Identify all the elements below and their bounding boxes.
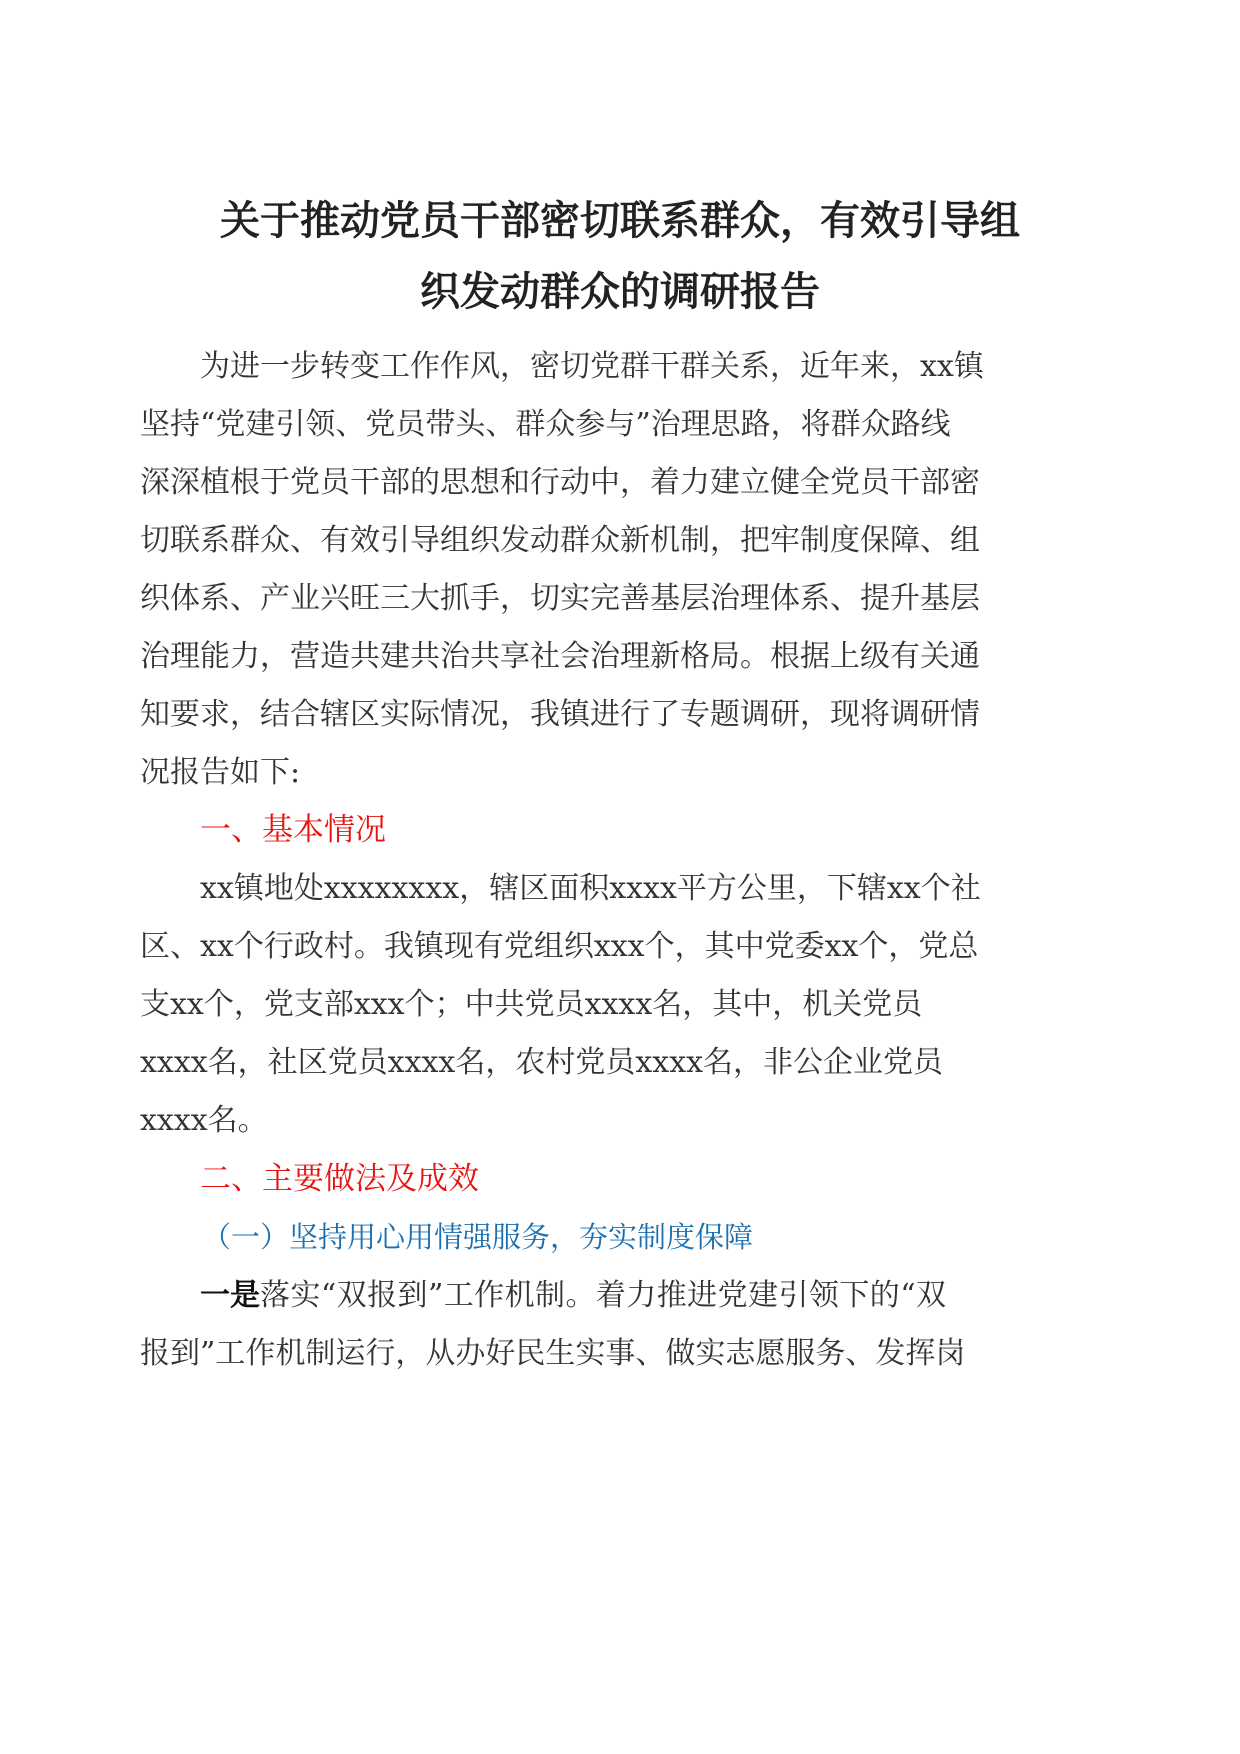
intro-line-7: 知要求，结合辖区实际情况，我镇进行了专题调研，现将调研情: [140, 697, 980, 732]
section-heading-basic: 一、基本情况: [200, 812, 386, 848]
section1-line-3: 支xx个，党支部xxx个；中共党员xxxx名，其中，机关党员: [140, 987, 923, 1022]
intro-line-4: 切联系群众、有效引导组织发动群众新机制，把牢制度保障、组: [140, 523, 980, 558]
paragraph-lead: 一是: [200, 1278, 260, 1313]
intro-line-5: 织体系、产业兴旺三大抓手，切实完善基层治理体系、提升基层: [140, 581, 980, 616]
intro-line-2: 坚持“党建引领、党员带头、群众参与”治理思路，将群众路线: [140, 407, 951, 442]
intro-line-8: 况报告如下:: [140, 755, 301, 790]
intro-line-3: 深深植根于党员干部的思想和行动中，着力建立健全党员干部密: [140, 465, 980, 500]
intro-line-1: 为进一步转变工作作风，密切党群干群关系，近年来，xx镇: [200, 349, 984, 384]
paragraph-line-2: 报到”工作机制运行，从办好民生实事、做实志愿服务、发挥岗: [140, 1336, 966, 1371]
title-line-2: 织发动群众的调研报告: [420, 269, 820, 315]
subsection-heading-1: （一）坚持用心用情强服务，夯实制度保障: [202, 1220, 754, 1254]
intro-line-6: 治理能力，营造共建共治共享社会治理新格局。根据上级有关通: [140, 639, 980, 674]
document-title: [150, 186, 1090, 328]
title-line-1: 关于推动党员干部密切联系群众，有效引导组: [220, 198, 1020, 244]
section1-line-2: 区、xx个行政村。我镇现有党组织xxx个，其中党委xx个，党总: [140, 929, 979, 964]
paragraph-line-1-text: 落实“双报到”工作机制。着力推进党建引领下的“双: [260, 1278, 946, 1313]
section-heading-practices: 二、主要做法及成效: [200, 1161, 479, 1197]
section1-line-4: xxxx名，社区党员xxxx名，农村党员xxxx名，非公企业党员: [140, 1045, 944, 1080]
section1-line-1: xx镇地处xxxxxxxx，辖区面积xxxx平方公里，下辖xx个社: [200, 871, 981, 906]
paragraph-line-1: [200, 1276, 946, 1316]
section1-line-5: xxxx名。: [140, 1103, 268, 1138]
